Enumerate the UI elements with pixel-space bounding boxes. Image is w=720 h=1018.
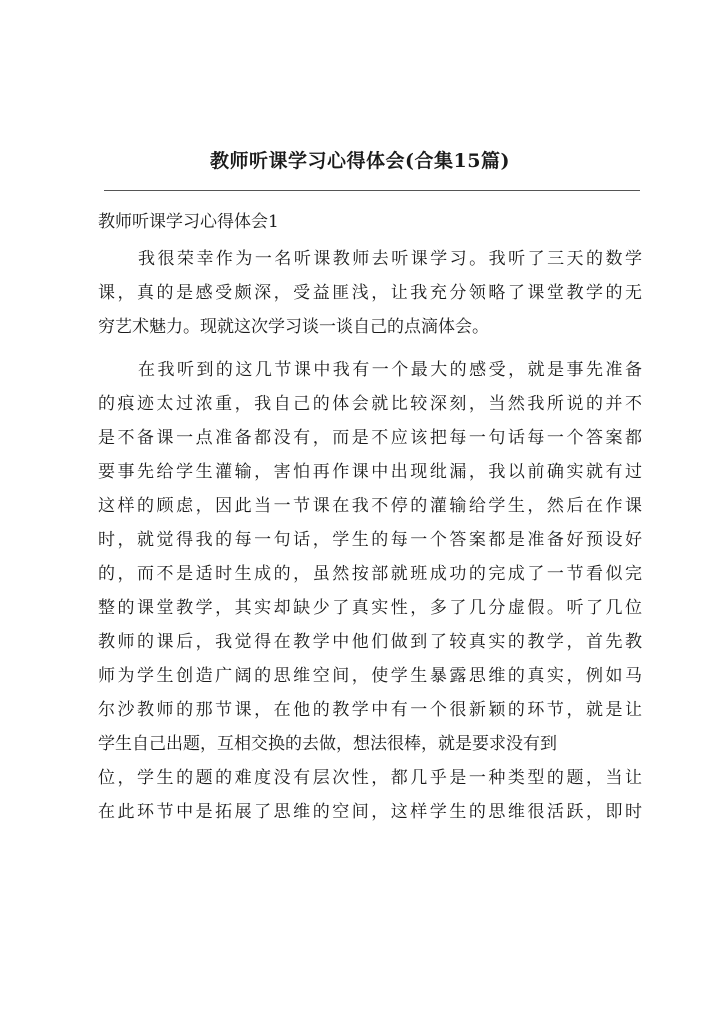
title-divider — [104, 190, 640, 191]
paragraph-line: 这样的顾虑，因此当一节课在我不停的灌输给学生，然后在作课 — [98, 496, 642, 516]
paragraph-line: 在我听到的这几节课中我有一个最大的感受，就是事先准备 — [138, 360, 642, 380]
paragraph-line: 教师的课后，我觉得在教学中他们做到了较真实的教学，首先教 — [98, 632, 642, 652]
paragraph-line: 学生自己出题，互相交换的去做，想法很棒，就是要求没有到 — [98, 734, 557, 754]
section-heading: 教师听课学习心得体会1 — [98, 212, 279, 232]
paragraph-line: 是不备课一点准备都没有，而是不应该把每一句话每一个答案都 — [98, 428, 642, 448]
paragraph-line: 时，就觉得我的每一句话，学生的每一个答案都是准备好预设好 — [98, 530, 642, 550]
paragraph-line: 的痕迹太过浓重，我自己的体会就比较深刻，当然我所说的并不 — [98, 394, 642, 414]
paragraph-line: 尔沙教师的那节课，在他的教学中有一个很新颖的环节，就是让 — [98, 700, 642, 720]
document-title: 教师听课学习心得体会(合集15篇) — [210, 150, 510, 172]
paragraph-line: 的，而不是适时生成的，虽然按部就班成功的完成了一节看似完 — [98, 564, 642, 584]
paragraph-line: 在此环节中是拓展了思维的空间，这样学生的思维很活跃，即时 — [98, 802, 642, 822]
paragraph-line: 师为学生创造广阔的思维空间，使学生暴露思维的真实，例如马 — [98, 666, 642, 686]
paragraph-1 — [98, 242, 642, 344]
paragraph-line: 位，学生的题的难度没有层次性，都几乎是一种类型的题，当让 — [98, 768, 642, 788]
paragraph-line: 穷艺术魅力。现就这次学习谈一谈自己的点滴体会。 — [98, 317, 489, 337]
paragraph-line: 整的课堂教学，其实却缺少了真实性，多了几分虚假。听了几位 — [98, 598, 642, 618]
paragraph-line: 我很荣幸作为一名听课教师去听课学习。我听了三天的数学 — [138, 249, 642, 269]
paragraph-2 — [98, 353, 642, 829]
paragraph-line: 课，真的是感受颇深，受益匪浅，让我充分领略了课堂教学的无 — [98, 283, 642, 303]
paragraph-line: 要事先给学生灌输，害怕再作课中出现纰漏，我以前确实就有过 — [98, 462, 642, 482]
